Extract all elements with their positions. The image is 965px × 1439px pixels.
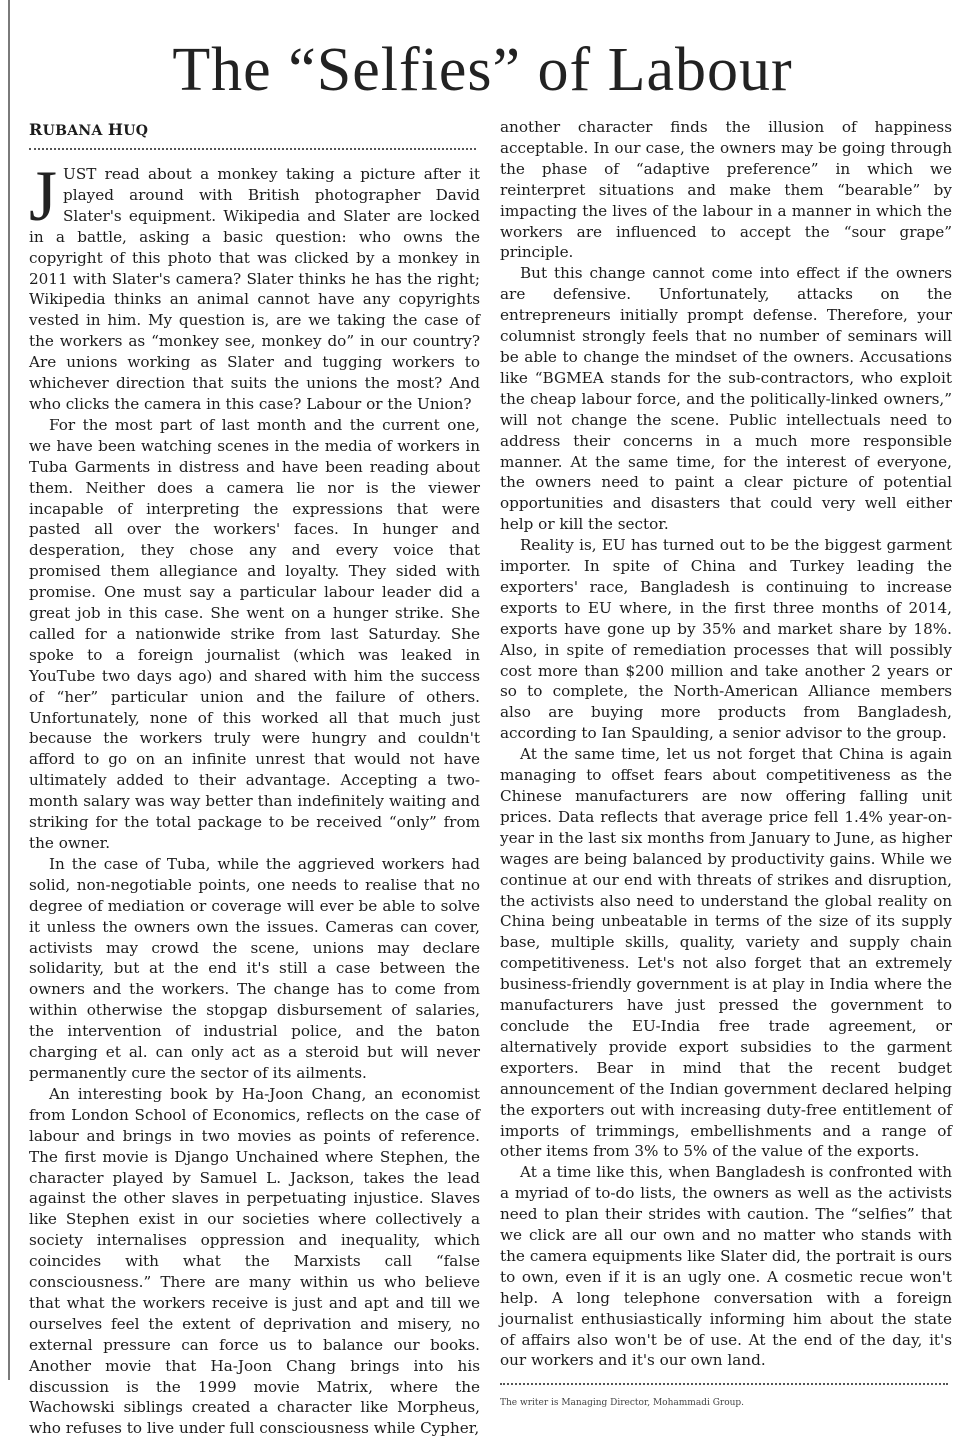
column-left (29, 117, 480, 1439)
page-edge-rule (8, 0, 10, 1380)
author-last-rest: UQ (123, 123, 149, 139)
paragraph: In the case of Tuba, while the aggrieved workers had solid, non-negotiable points, one needs to realise that no degree of mediation or coverage will ever be able to solve it unless the owners own the issues. Cameras can cover, activists may crowd the scene, unions may declare solidarity, but at the end it's still a case between the owners and the workers. The change has to come from within otherwise the stopgap disbursement of salaries, the intervention of industrial police, and the baton charging et al. can only act as a steroid but will never permanently cure the sector of its ailments. (29, 854, 480, 1082)
author-note: The writer is Managing Director, Mohammadi Group. (500, 1398, 745, 1409)
author-byline (29, 118, 480, 142)
paragraph: An interesting book by Ha-Joon Chang, an economist from London School of Economics, reflects on the case of labour and brings in two movies as points of reference. The first movie is Django Unchained where Stephen, the character played by Samuel L. Jackson, takes the lead against the other slaves in perpetuating injustice. Slaves like Stephen exist in our societies where collectively a society internalises oppression and inequality, which coincides with what the Marxists call “false consciousness.” There are many within us who believe that what the workers receive is just and apt and till we ourselves feel the extent of deprivation and misery, no external pressure can force us to balance our books. Another movie that Ha-Joon Chang brings into his discussion is the 1999 movie Matrix, where the Wachowski siblings created a character like Morpheus, who refuses to live under full consciousness while Cypher, (29, 1084, 480, 1438)
article-title: The “Selfies” of Labour (172, 36, 793, 104)
paragraph: At the same time, let us not forget that China is again managing to offset fears about competitiveness as the Chinese manufacturers are now offering falling unit prices. Data reflects that average price fell 1.4% year-on-year in the last six months from January to June, as higher wages are being balanced by productivity gains. While we continue at our end with threats of strikes and disruption, the activists also need to understand the global reality on China being unbeatable in terms of the size of its supply base, multiple skills, quality, variety and supply chain competitiveness. Let's not also forget that an extremely business-friendly government is at play in India where the manufacturers have just pressed the government to conclude the EU-India free trade agreement, or alternatively provide export subsidies to the garment exporters. Bear in mind that the recent budget announcement of the Indian government declared helping the exporters out with increasing duty-free entitlement of imports of trimmings, embellishments and a range of other items from 3% to 5% of the value of the exports. (500, 745, 952, 1161)
paragraph: At a time like this, when Bangladesh is confronted with a myriad of to-do lists, the owners as well as the activists need to plan their strides with caution. The “selfies” that we click are all our own and no matter who stands with the camera equipments like Slater did, the portrait is ours to own, even if it is an ugly one. A cosmetic recue won't help. A long telephone conversation with a foreign journalist enthusiastically informing him about the state of affairs also won't be of use. At the end of the day, it's our workers and it's our own land. (500, 1163, 952, 1370)
column-right (500, 117, 952, 1409)
paragraph (29, 156, 480, 415)
drop-cap: J (29, 156, 58, 236)
author-last-cap: H (107, 120, 124, 139)
paragraph-text: UST read about a monkey taking a picture after it played around with British photographer David Slater's equipment. Wikipedia and Slater are locked in a battle, asking a basic question: who owns the copyright of this photo that was clicked by a monkey in 2011 with Slater's camera? Slater thinks he has the right; Wikipedia thinks an animal cannot have any copyrights vested in him. My question is, are we taking the case of the workers as “monkey see, monkey do” in our country? Are unions working as Slater and tugging workers to whichever direction that suits the unions the most? And who clicks the camera in this case? Labour or the Union? (29, 165, 480, 413)
author-first-cap: R (29, 120, 43, 139)
author-first-rest: UBANA (42, 123, 103, 139)
end-divider (500, 1383, 948, 1385)
byline-divider (29, 148, 476, 150)
paragraph: Reality is, EU has turned out to be the biggest garment importer. In spite of China and Turkey leading the exporters' race, Bangladesh is continuing to increase exports to EU where, in the first three months of 2014, exports have gone up by 35% and market share by 18%. Also, in spite of remediation processes that will possibly cost more than $200 million and take another 2 years or so to complete, the North-American Alliance members also are buying more products from Bangladesh, according to Ian Spaulding, a senior advisor to the group. (500, 536, 952, 743)
paragraph: For the most part of last month and the current one, we have been watching scenes in the media of workers in Tuba Garments in distress and have been reading about them. Neither does a camera lie nor is the viewer incapable of interpreting the expressions that were pasted all over the workers' faces. In hunger and desperation, they chose any and every voice that promised them allegiance and loyalty. They sided with promise. One must say a particular labour leader did a great job in this case. She went on a hunger strike. She called for a nationwide strike from last Saturday. She spoke to a foreign journalist (which was leaked in YouTube two days ago) and shared with him the success of “her” particular union and the failure of others. Unfortunately, none of this worked all that much just because the workers truly were hungry and couldn't afford to go on an infinite unrest that would not have ultimately added to their advantage. Accepting a two-month salary was way better than indefinitely waiting and striking for the total package to be received “only” from the owner. (29, 415, 480, 852)
paragraph: another character finds the illusion of happiness acceptable. In our case, the owners may be going through the phase of “adaptive preference” in which we reinterpret situations and make them “bearable” by impacting the lives of the labour in a manner in which the workers are influenced to accept the “sour grape” principle. (500, 118, 952, 262)
paragraph: But this change cannot come into effect if the owners are defensive. Unfortunately, attacks on the entrepreneurs initially prompt defense. Therefore, your columnist strongly feels that no number of seminars will be able to change the mindset of the owners. Accusations like “BGMEA stands for the sub-contractors, who exploit the cheap labour force, and the politically-linked owners,” will not change the scene. Public intellectuals need to address their concerns in a much more responsible manner. At the same time, for the interest of everyone, the owners need to paint a clear picture of potential opportunities and disasters that could very well either help or kill the sector. (500, 264, 952, 534)
